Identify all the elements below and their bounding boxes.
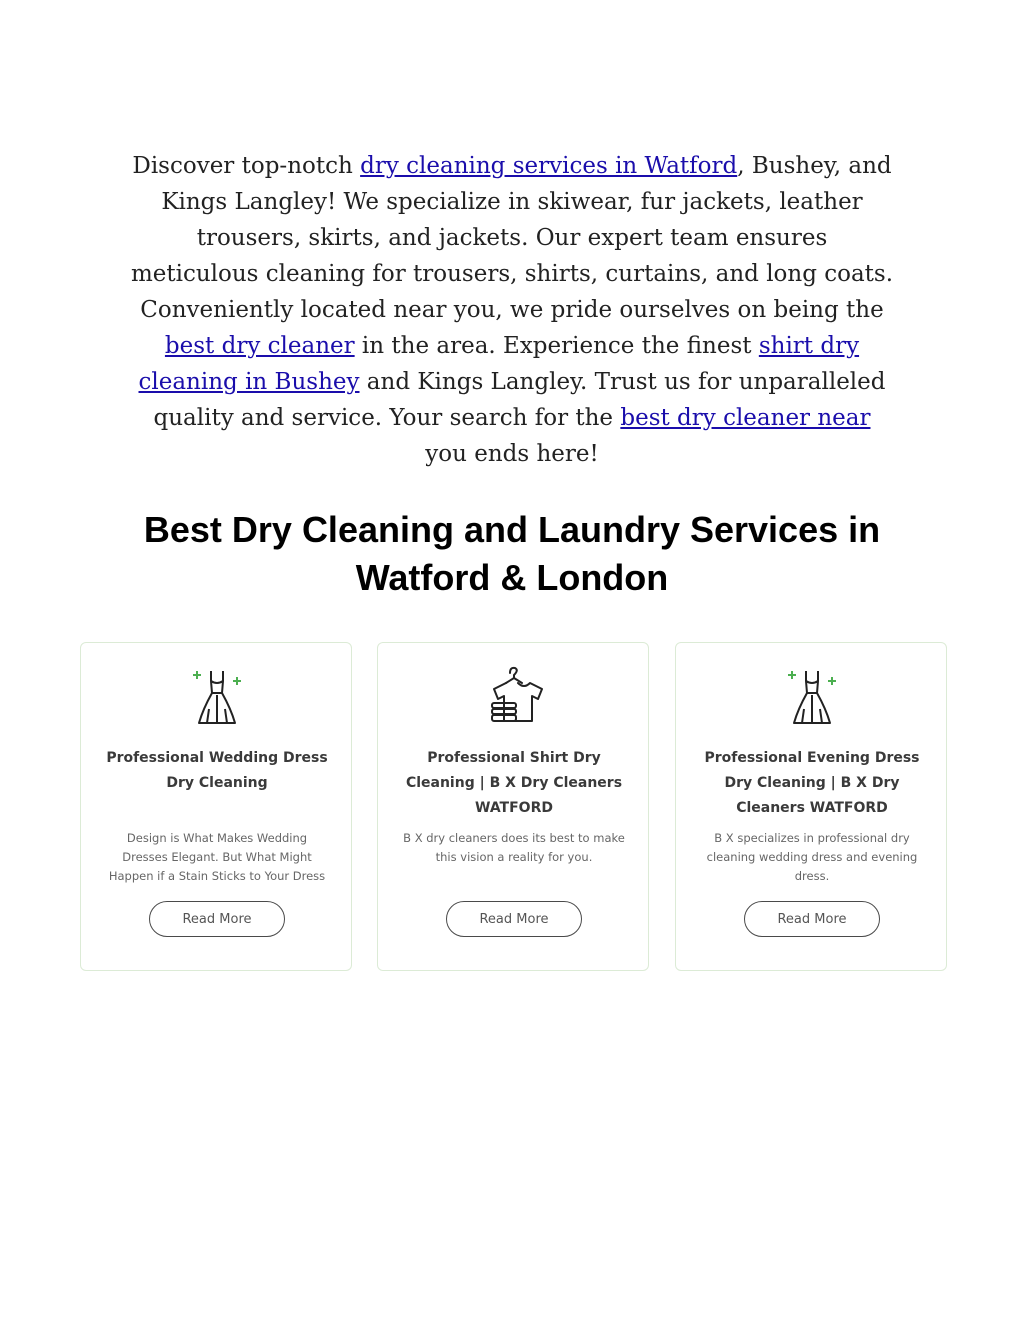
intro-text-3: in the area. Experience the finest	[354, 333, 759, 359]
card-title: Professional Shirt Dry Cleaning | B X Dry Cleaners WATFORD	[405, 750, 623, 816]
read-more-button[interactable]: Read More	[446, 901, 582, 937]
intro-text-4: and Kings Langley. Trust us for unparalleled quality and service. Your search for the	[153, 369, 886, 431]
link-dry-cleaning-watford[interactable]: dry cleaning services in Watford	[360, 153, 738, 179]
intro-text-5: you ends here!	[425, 441, 599, 467]
card-title: Professional Wedding Dress Dry Cleaning	[106, 750, 328, 791]
read-more-button[interactable]: Read More	[149, 901, 285, 937]
card-description: B X dry cleaners does its best to make this vision a reality for you.	[403, 831, 625, 864]
read-more-button[interactable]: Read More	[744, 901, 880, 937]
evening-dress-icon	[782, 665, 842, 729]
service-card-evening-dress	[675, 642, 947, 971]
intro-text-1: Discover top-notch	[132, 153, 361, 179]
card-description: B X specializes in professional dry cleaning wedding dress and evening dress.	[706, 831, 918, 883]
section-heading: Best Dry Cleaning and Laundry Services in Watford & London	[143, 509, 881, 598]
card-description: Design is What Makes Wedding Dresses Elegant. But What Might Happen if a Stain Sticks to Your Dress	[108, 831, 326, 883]
service-card-wedding-dress	[80, 642, 352, 971]
shirt-stack-icon	[484, 665, 544, 729]
link-shirt-dry-cleaning-bushey[interactable]: shirt dry cleaning in Bushey	[138, 333, 860, 395]
wedding-dress-icon	[187, 665, 247, 729]
intro-text-2: , Bushey, and Kings Langley! We specialize in skiwear, fur jackets, leather trousers, skirts, and jackets. Our expert team ensures meticulous cleaning for trousers, shirts, curtains, and long coats. Conveniently located near you, we pride ourselves on being the	[130, 153, 894, 323]
link-best-dry-cleaner-near[interactable]: best dry cleaner near	[620, 405, 871, 431]
service-card-shirt	[377, 642, 649, 971]
card-title: Professional Evening Dress Dry Cleaning | B X Dry Cleaners WATFORD	[704, 750, 920, 816]
link-best-dry-cleaner[interactable]: best dry cleaner	[164, 333, 355, 359]
